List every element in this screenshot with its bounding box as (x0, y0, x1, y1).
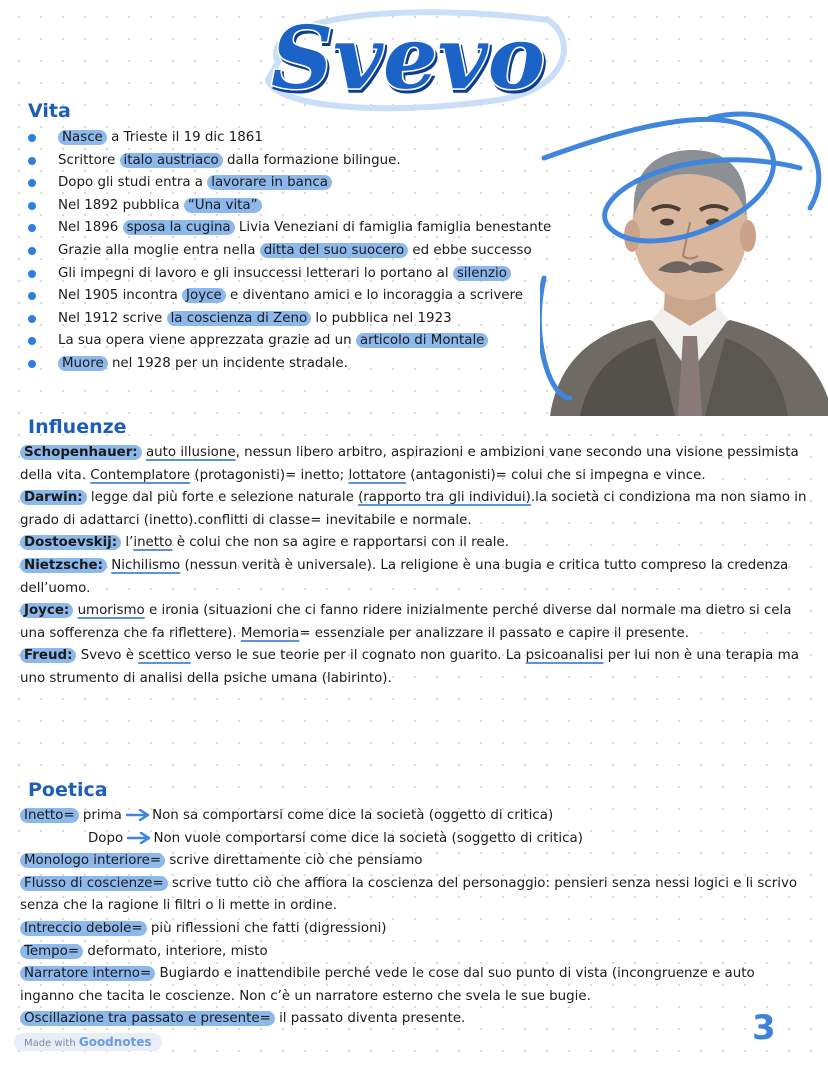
vita-text: Livia Veneziani di famiglia famiglia benestante (234, 220, 552, 236)
underlined-term: Nichilismo (111, 557, 181, 573)
poetica-text: Bugiardo e inattendibile perché vede le cose dal suo punto di vista (incongruenze e auto inganno che tacita le coscienze. Non c’è un narratore esterno che svela le sue bugie. (20, 966, 755, 1004)
influence-text: (protagonisti)= inetto; (190, 467, 349, 483)
poetica-narratore (20, 963, 810, 1008)
vita-text: ed ebbe successo (408, 242, 532, 258)
made-with-label: Made with (24, 1038, 76, 1049)
underlined-term: Contemplatore (90, 467, 191, 483)
bullet-dot-icon (28, 337, 36, 345)
vita-text: nel 1928 per un incidente stradale. (107, 355, 348, 371)
influence-dostoevskij (20, 532, 810, 555)
vita-text: Gli impegni di lavoro e gli insuccessi letterari lo portano al (58, 265, 453, 281)
vita-highlight: Nasce (58, 130, 107, 145)
poetica-text: scrive tutto ciò che affiora la coscienza del personaggio: pensieri senza nessi logici e li scrivo senza che la ragione li filtri o li mette in ordine. (20, 875, 798, 914)
vita-item (28, 285, 588, 308)
prima-label: prima (78, 808, 122, 823)
poetica-term: Tempo= (20, 944, 83, 959)
bullet-dot-icon (28, 202, 36, 210)
influence-text: (antagonisti)= colui che si impegna e vince. (405, 467, 706, 483)
poetica-text: deformato, interiore, misto (83, 943, 268, 959)
poetica-inetto-prima (20, 805, 810, 828)
vita-text: lo pubblica nel 1923 (311, 310, 452, 326)
poetica-tempo (20, 941, 810, 964)
influence-text: è colui che non sa agire e rapportarsi con il reale. (172, 535, 509, 551)
poetica-intreccio (20, 918, 810, 941)
vita-highlight: Muore (58, 356, 108, 371)
poetica-term: Narratore interno= (20, 966, 155, 981)
influence-joyce (20, 600, 810, 645)
arrow-right-icon (127, 832, 153, 844)
underlined-term: Memoria (240, 625, 300, 641)
influence-freud (20, 645, 810, 690)
poetica-term: Flusso di coscienze= (20, 876, 168, 891)
influence-name: Darwin: (20, 490, 87, 505)
influence-text: Svevo è (76, 648, 139, 664)
bullet-dot-icon (28, 270, 36, 278)
influence-text: = essenziale per analizzare il passato e capire il presente. (299, 625, 690, 641)
vita-text: a Trieste il 19 dic 1861 (106, 130, 263, 145)
vita-item (28, 150, 588, 173)
vita-text: Nel 1905 incontra (58, 288, 183, 304)
vita-text: Nel 1912 scrive (58, 310, 167, 326)
bullet-dot-icon (28, 292, 36, 300)
poetica-oscillazione (20, 1008, 810, 1031)
poetica-term: Oscillazione tra passato e presente= (20, 1011, 275, 1026)
vita-list (28, 127, 588, 376)
poetica-term: Inetto= (20, 808, 79, 823)
made-with-goodnotes-badge (14, 1033, 162, 1051)
section-heading-poetica: Poetica (28, 779, 108, 801)
vita-item (28, 195, 588, 218)
vita-highlight: sposa la cugina (123, 220, 235, 235)
influence-text: , nessun libero arbitro, aspirazioni e ambizioni vane secondo una visione pessimista della vita. (20, 445, 799, 483)
influence-text: l’ (121, 535, 134, 551)
bullet-dot-icon (28, 134, 36, 142)
vita-item (28, 330, 588, 353)
influenze-section (20, 442, 810, 691)
title-text: Svevo (270, 8, 546, 109)
poetica-flusso (20, 873, 810, 918)
vita-highlight: Joyce (182, 288, 226, 303)
vita-item (28, 217, 588, 240)
influence-schopenhauer (20, 442, 810, 487)
underlined-term: inetto (133, 535, 173, 551)
vita-highlight: la coscienza di Zeno (167, 311, 312, 326)
influence-name: Nietzsche: (20, 558, 107, 573)
vita-text: dalla formazione bilingue. (222, 152, 401, 168)
page-number: 3 (752, 1008, 776, 1048)
bullet-dot-icon (28, 360, 36, 368)
title-lettering (248, 0, 568, 118)
influence-text: per lui non è una terapia ma uno strumento di analisi della psiche umana (labirinto). (20, 648, 799, 686)
vita-highlight: articolo di Montale (356, 333, 489, 348)
portrait-drawing (540, 98, 828, 416)
vita-item (28, 127, 588, 150)
poetica-term: Intreccio debole= (20, 921, 147, 936)
poetica-text: scrive direttamente ciò che pensiamo (165, 853, 423, 869)
influence-nietzsche (20, 555, 810, 600)
vita-text: Scrittore (58, 152, 120, 168)
vita-item (28, 308, 588, 331)
dopo-text: Non vuole comportarsi come dice la società (soggetto di critica) (153, 830, 583, 846)
dopo-label: Dopo (88, 830, 124, 846)
underlined-term: (rapporto tra gli individui) (358, 490, 531, 506)
influence-text: legge dal più forte e selezione naturale (86, 490, 359, 506)
influence-text: e ironia (situazioni che ci fanno ridere inizialmente perché diverse dal normale ma dietro si cela una sofferenza che fa riflettere). (20, 603, 792, 641)
vita-item (28, 263, 588, 286)
vita-text: Dopo gli studi entra a (58, 175, 208, 191)
vita-highlight: lavorare in banca (207, 175, 332, 190)
vita-highlight: ditta del suo suocero (260, 243, 408, 258)
poetica-section (20, 805, 810, 1031)
bullet-dot-icon (28, 157, 36, 165)
vita-text: Grazie alla moglie entra nella (58, 242, 260, 258)
poetica-monologo (20, 850, 810, 873)
poetica-term: Monologo interiore= (20, 853, 165, 868)
influence-text: verso le sue teorie per il cognato non guarito. La (190, 648, 526, 664)
arrow-right-icon (126, 809, 152, 821)
vita-item (28, 353, 588, 376)
vita-highlight: “Una vita” (184, 198, 262, 213)
vita-highlight: silenzio (453, 266, 511, 281)
vita-highlight: italo austriaco (120, 153, 223, 168)
section-heading-vita: Vita (28, 100, 71, 122)
poetica-text: il passato diventa presente. (274, 1011, 466, 1027)
poetica-text: più riflessioni che fatti (digressioni) (146, 920, 387, 936)
goodnotes-brand: Goodnotes (78, 1035, 152, 1049)
influence-name: Dostoevskij: (20, 535, 121, 550)
influence-text: (nessun verità è universale). La religione è una bugia e critica tutto compreso la credenza dell’uomo. (20, 557, 789, 596)
bullet-dot-icon (28, 315, 36, 323)
underlined-term: umorismo (77, 603, 145, 619)
vita-text: Nel 1896 (58, 220, 123, 236)
underlined-term: lottatore (348, 467, 406, 483)
vita-text: La sua opera viene apprezzata grazie ad un (58, 333, 356, 349)
influence-name: Schopenhauer: (20, 445, 142, 460)
underlined-term: auto illusione (145, 445, 236, 460)
bullet-dot-icon (28, 247, 36, 255)
bullet-dot-icon (28, 224, 36, 232)
bullet-dot-icon (28, 179, 36, 187)
influence-name: Freud: (20, 648, 76, 663)
section-heading-influenze: Influenze (28, 416, 127, 438)
vita-text: Nel 1892 pubblica (58, 197, 184, 213)
influence-name: Joyce: (20, 603, 73, 618)
underlined-term: psicoanalisi (525, 648, 604, 664)
svevo-portrait (540, 98, 828, 416)
prima-text: Non sa comportarsi come dice la società (oggetto di critica) (152, 808, 554, 823)
influence-text: .la società ci condiziona ma non siamo in grado di adattarci (inetto).conflitti di classe= inevitabile e normale. (20, 490, 807, 528)
poetica-inetto-dopo (20, 828, 810, 851)
vita-item (28, 172, 588, 195)
page-title-svevo (248, 0, 568, 118)
influence-darwin (20, 487, 810, 532)
vita-text: e diventano amici e lo incoraggia a scrivere (225, 288, 523, 304)
underlined-term: scettico (138, 648, 191, 664)
vita-item (28, 240, 588, 263)
